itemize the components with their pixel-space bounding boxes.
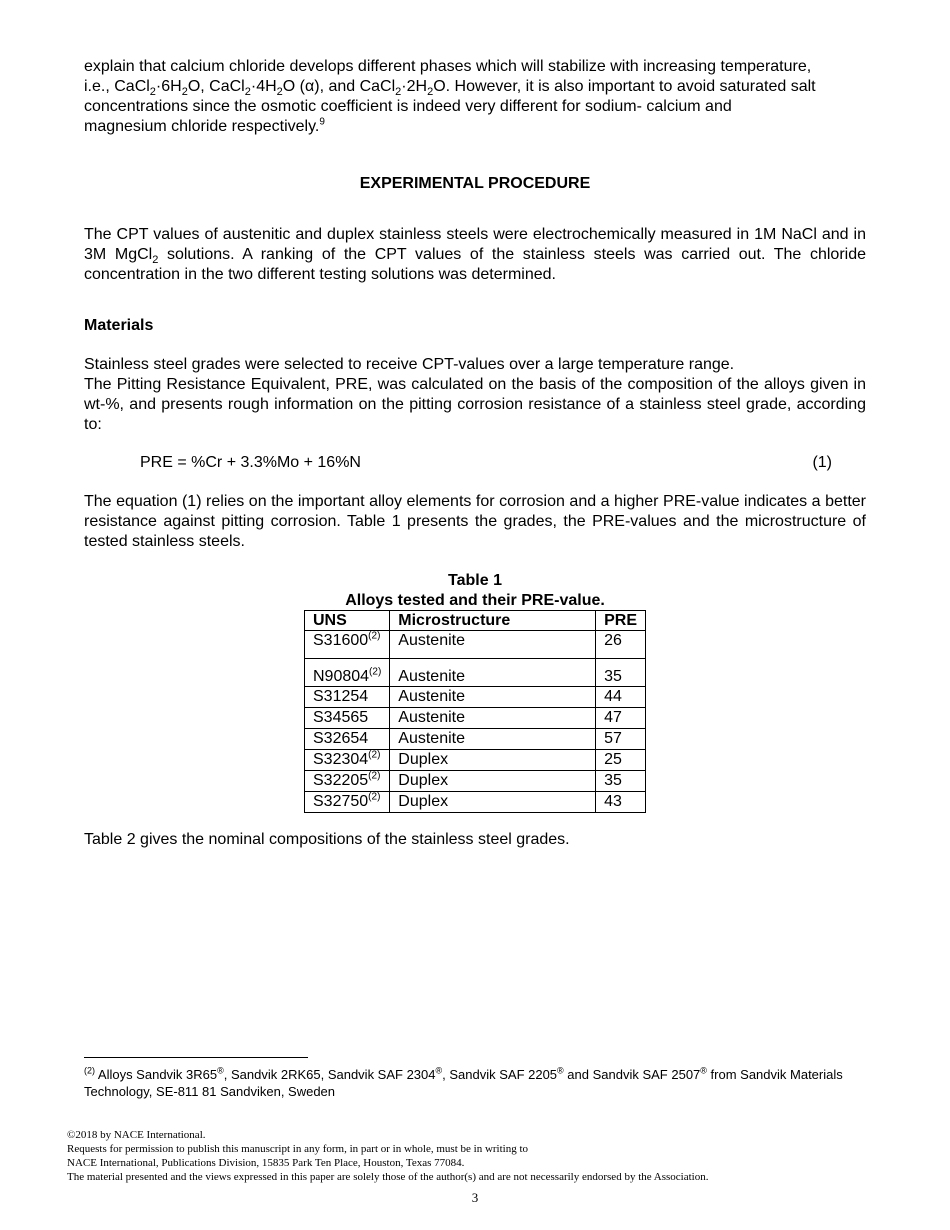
reference-marker: 9 [319, 116, 325, 128]
intro-text: ·6H [155, 78, 182, 95]
intro-text: i.e., CaCl [84, 78, 150, 95]
footnote-marker: (2) [84, 1065, 95, 1076]
intro-text: ·2H [401, 78, 428, 95]
cell-microstructure: Duplex [390, 750, 596, 771]
footnote-text: , Sandvik 2RK65, Sandvik SAF 2304 [223, 1067, 436, 1082]
subscript: 2 [395, 86, 402, 99]
cell-microstructure: Austenite [390, 687, 596, 708]
intro-paragraph [84, 57, 866, 137]
cell-microstructure: Austenite [390, 631, 596, 659]
uns-value: S32750 [313, 793, 369, 810]
table-row [305, 729, 646, 750]
footnote-text: and Sandvik SAF 2507 [563, 1067, 701, 1082]
table-row [305, 631, 646, 659]
cell-uns: S31254 [305, 687, 390, 708]
cell-microstructure: Duplex [390, 792, 596, 813]
cell-pre: 25 [596, 750, 646, 771]
uns-value: S32205 [313, 772, 369, 789]
table-title: Alloys tested and their PRE-value. [345, 592, 605, 609]
materials-heading: Materials [84, 317, 154, 334]
footnote-marker: (2) [368, 749, 381, 761]
table-row [305, 792, 646, 813]
cell-uns: S34565 [305, 708, 390, 729]
uns-value: S31600 [313, 632, 369, 649]
procedure-paragraph [84, 225, 866, 285]
header-uns: UNS [305, 611, 390, 631]
procedure-text: The CPT values of austenitic and duplex stainless steels were electrochemically measured in 1M NaCl and in 3M MgCl [84, 226, 866, 263]
registered-mark: ® [435, 1065, 443, 1076]
materials-paragraph [84, 355, 866, 435]
footnote [84, 1066, 874, 1100]
cell-pre: 47 [596, 708, 646, 729]
copyright-line: NACE International, Publications Division, 15835 Park Ten Place, Houston, Texas 77084. [67, 1157, 465, 1169]
registered-mark: ® [217, 1065, 224, 1076]
cell-microstructure: Austenite [390, 659, 596, 687]
uns-value: N90804 [313, 668, 370, 685]
intro-text: O (α), and CaCl [282, 78, 396, 95]
table2-sentence: Table 2 gives the nominal compositions of the stainless steel grades. [84, 831, 570, 848]
cell-uns [305, 792, 390, 813]
equation [140, 453, 832, 473]
cell-pre: 57 [596, 729, 646, 750]
cell-pre: 44 [596, 687, 646, 708]
equation-paragraph: The equation (1) relies on the important alloy elements for corrosion and a higher PRE-value indicates a better resistance against pitting corrosion. Table 1 presents the grades, the PRE-values and the microstructure of tested stainless steels. [84, 493, 866, 550]
cell-pre: 35 [596, 771, 646, 792]
subscript: 2 [149, 86, 156, 99]
subscript: 2 [427, 86, 434, 99]
cell-microstructure: Austenite [390, 729, 596, 750]
cell-uns [305, 659, 390, 687]
footnote-marker: (2) [368, 630, 381, 642]
table-header-row [305, 611, 646, 631]
equation-text: PRE = %Cr + 3.3%Mo + 16%N [140, 454, 361, 471]
intro-text: ·4H [250, 78, 277, 95]
cell-uns [305, 771, 390, 792]
subscript: 2 [276, 86, 283, 99]
cell-microstructure: Duplex [390, 771, 596, 792]
copyright-line: ©2018 by NACE International. [67, 1129, 206, 1141]
footnote-text: , Sandvik SAF 2205 [442, 1067, 558, 1082]
copyright-notice [67, 1128, 887, 1184]
materials-text: The Pitting Resistance Equivalent, PRE, was calculated on the basis of the composition of the alloys given in wt-%, and presents rough information on the pitting corrosion resistance of a stainless steel grade, according to: [84, 376, 866, 433]
footnote-marker: (2) [368, 791, 381, 803]
footnote-text: Alloys Sandvik 3R65 [95, 1067, 218, 1082]
copyright-line: Requests for permission to publish this manuscript in any form, in part or in whole, must be in writing to [67, 1143, 529, 1155]
cell-pre: 35 [596, 659, 646, 687]
header-pre: PRE [596, 611, 646, 631]
equation-number: (1) [812, 454, 832, 471]
table-label: Table 1 [448, 572, 502, 589]
cell-uns [305, 750, 390, 771]
subscript: 2 [244, 86, 251, 99]
cell-pre: 26 [596, 631, 646, 659]
intro-line-1: explain that calcium chloride develops different phases which will stabilize with increasing temperature, [84, 58, 812, 75]
cell-uns: S32654 [305, 729, 390, 750]
table-row [305, 750, 646, 771]
alloys-table [304, 610, 646, 813]
table-row [305, 659, 646, 687]
registered-mark: ® [700, 1065, 707, 1076]
page-number: 3 [471, 1190, 479, 1205]
table-row [305, 687, 646, 708]
copyright-line: The material presented and the views expressed in this paper are solely those of the author(s) and are not necessarily endorsed by the Association. [67, 1171, 709, 1183]
footnote-marker: (2) [369, 666, 382, 678]
registered-mark: ® [557, 1065, 564, 1076]
cell-pre: 43 [596, 792, 646, 813]
procedure-text: solutions. A ranking of the CPT values of the stainless steels was carried out. The chloride concentration in the two different testing solutions was determined. [84, 246, 866, 283]
cell-uns [305, 631, 390, 659]
subscript: 2 [181, 86, 188, 99]
footnote-divider [84, 1057, 308, 1058]
header-microstructure: Microstructure [390, 611, 596, 631]
cell-microstructure: Austenite [390, 708, 596, 729]
table-row [305, 771, 646, 792]
intro-line-4: magnesium chloride respectively. [84, 118, 320, 135]
footnote-text: from Sandvik Materials Technology, SE-811 81 Sandviken, Sweden [84, 1067, 843, 1099]
materials-line-1: Stainless steel grades were selected to receive CPT-values over a large temperature range. [84, 356, 735, 373]
table-row [305, 708, 646, 729]
uns-value: S32304 [313, 751, 369, 768]
intro-line-3: concentrations since the osmotic coefficient is indeed very different for sodium- calcium and [84, 98, 732, 115]
section-heading: EXPERIMENTAL PROCEDURE [359, 175, 591, 192]
subscript: 2 [152, 254, 159, 267]
footnote-marker: (2) [368, 770, 381, 782]
intro-text: O, CaCl [187, 78, 245, 95]
intro-text: O. However, it is also important to avoid saturated salt [433, 78, 816, 95]
